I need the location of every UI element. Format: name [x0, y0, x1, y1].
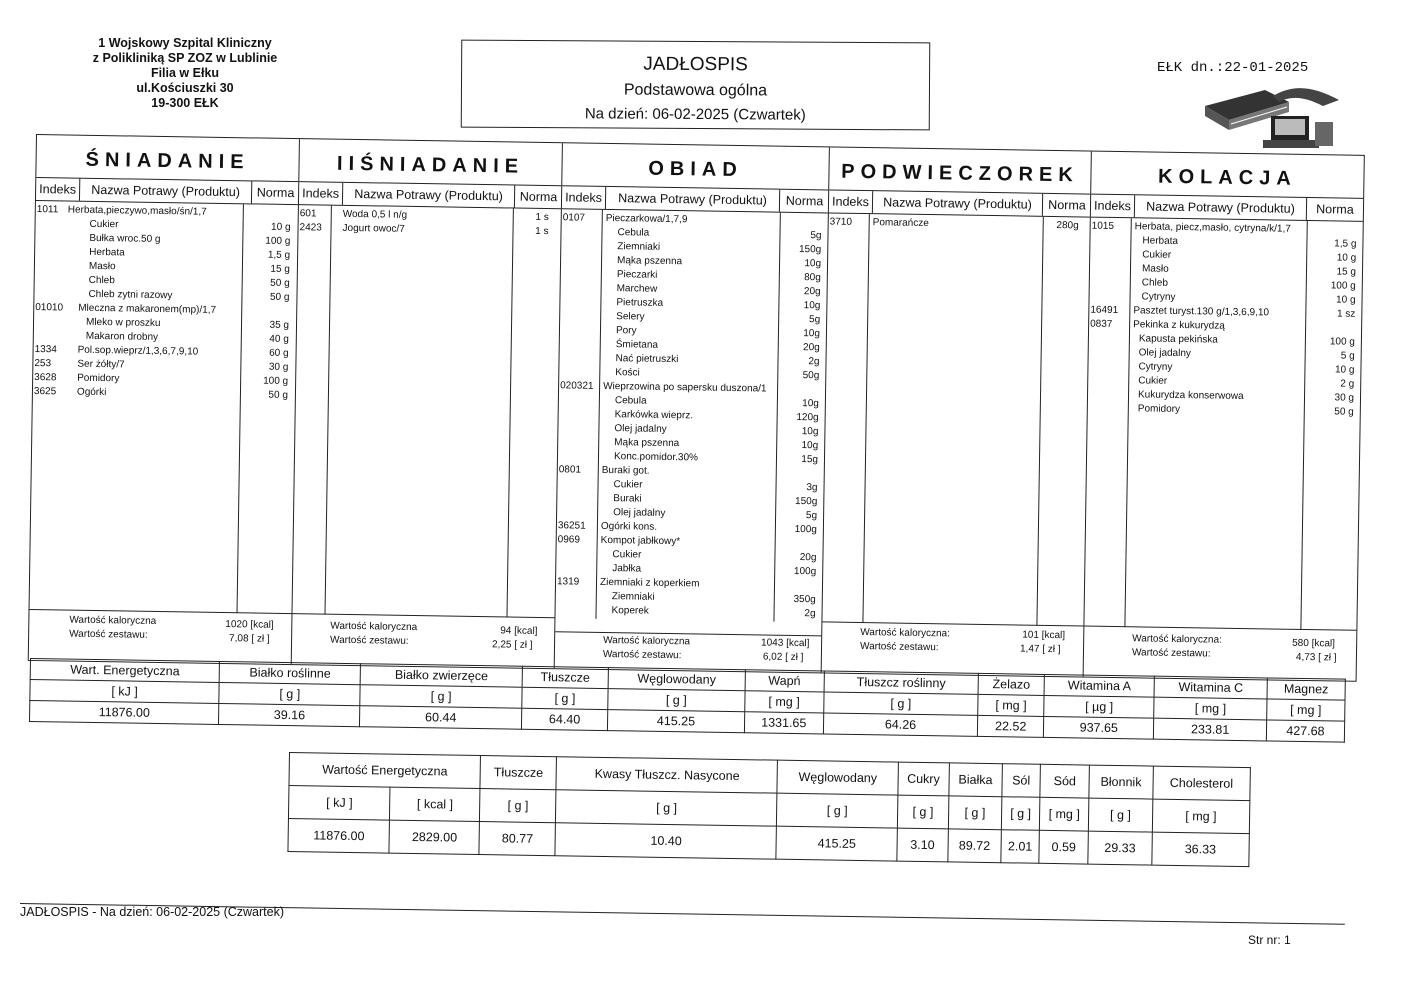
item-norm: 100 g: [263, 375, 289, 387]
item-norm: 1 sz: [1336, 308, 1356, 320]
item-norm: [244, 304, 289, 305]
meal-summary: [1084, 626, 1357, 681]
item-name: Karkówka wieprz.: [614, 409, 694, 422]
table-cell: 2.01: [1001, 830, 1040, 864]
kcal-label: Wartość kaloryczna:: [860, 627, 951, 640]
table-unit: [ kJ ]: [30, 680, 220, 704]
item-norm: 15g: [801, 454, 819, 466]
item-norm: 350g: [793, 593, 816, 606]
header-name: Nazwa Potrawy (Produktu): [873, 191, 1043, 216]
item-norm: 15 g: [1336, 266, 1357, 278]
item-index: 3625: [33, 386, 57, 398]
item-name: Mąka pszenna: [616, 255, 683, 268]
header-norm: Norma: [1048, 197, 1086, 213]
item-name: Woda 0,5 l n/g: [342, 208, 408, 221]
item-name: Pomidory: [77, 372, 120, 385]
nutrition-table-2: [287, 752, 1250, 867]
page-number: Str nr: 1: [1248, 933, 1291, 947]
item-name: Ser żółty/7: [77, 358, 125, 371]
item-norm: 50g: [802, 370, 820, 382]
item-norm: 35 g: [269, 319, 290, 331]
table-cell: 2829.00: [389, 820, 479, 854]
diet-name: Podstawowa ogólna: [623, 81, 768, 100]
table-unit: [ g ]: [1088, 798, 1152, 832]
table-cell: 64.26: [823, 713, 978, 736]
kcal-value: 580 [kcal]: [1292, 637, 1336, 650]
institution-block: [60, 36, 310, 111]
header-index: Indeks: [36, 178, 80, 201]
meal-breakfast: [29, 135, 300, 664]
table-header: Węglowodany: [608, 668, 745, 691]
item-name: Koperek: [611, 605, 649, 617]
item-name: Pekinka z kukurydzą: [1133, 319, 1225, 332]
institution-line: 1 Wojskowy Szpital Kliniczny: [98, 36, 272, 50]
table-unit: [ g ]: [777, 793, 898, 828]
table-cell: 415.25: [608, 710, 745, 733]
item-norm: 3g: [806, 482, 818, 494]
table-unit: [ kJ ]: [288, 786, 390, 821]
item-norm: 100 g: [1330, 280, 1356, 292]
item-name: Bułka wroc.50 g: [89, 232, 161, 245]
item-norm: 50 g: [1334, 406, 1354, 418]
column-divider: [862, 214, 869, 623]
item-norm: 5g: [805, 510, 818, 522]
item-name: Masło: [88, 260, 116, 273]
item-name: Cytryny: [1138, 361, 1173, 373]
meal-items: [822, 213, 1089, 626]
table-cell: 11876.00: [30, 701, 220, 725]
header-name: Nazwa Potrawy (Produktu): [606, 187, 780, 212]
item-name: Cukier: [1138, 375, 1168, 387]
item-norm: 150g: [798, 244, 822, 256]
item-name: Kompot jabłkowy*: [600, 534, 681, 548]
item-norm: 10 g: [271, 221, 291, 234]
menu-date: Na dzień: 06-02-2025 (Czwartek): [584, 105, 806, 124]
item-norm: 10g: [801, 426, 819, 438]
item-norm: 120g: [796, 411, 819, 424]
item-name: Cukier: [89, 218, 119, 231]
table-header: Białko roślinne: [219, 661, 360, 684]
item-norm: [246, 206, 291, 207]
item-name: Cukier: [1142, 249, 1172, 261]
item-norm: 100 g: [265, 235, 291, 248]
item-index: 0969: [557, 534, 581, 546]
header-norm: Norma: [519, 189, 558, 205]
meal-title: IIŚNIADANIE: [299, 139, 562, 186]
table-cell: 22.52: [977, 715, 1043, 737]
item-norm: 10g: [802, 398, 819, 410]
item-norm: 100g: [793, 565, 817, 578]
item-name: Herbata, piecz,masło, cytryna/k/1,7: [1134, 221, 1291, 235]
item-index: 1011: [36, 204, 59, 216]
item-index: 1319: [556, 576, 580, 588]
item-norm: 2g: [808, 356, 820, 368]
item-name: Cebula: [617, 227, 650, 239]
kcal-value: 1020 [kcal]: [225, 619, 274, 631]
item-norm: 50 g: [270, 277, 290, 290]
item-name: Herbata: [1142, 235, 1179, 247]
item-name: Ziemniaki: [617, 241, 661, 253]
item-name: Buraki: [613, 493, 642, 505]
item-norm: [771, 383, 819, 384]
item-name: Cebula: [614, 395, 647, 407]
table-unit: [ kcal ]: [390, 787, 480, 821]
table-unit: [ mg ]: [1040, 797, 1089, 831]
item-norm: 10g: [803, 300, 821, 312]
table-cell: 233.81: [1154, 718, 1267, 741]
item-norm: 1,5 g: [267, 249, 291, 262]
item-norm: [770, 467, 818, 468]
item-index: 601: [299, 208, 317, 220]
item-name: Pasztet turyst.130 g/1,3,6,9,10: [1133, 305, 1270, 319]
price-value: 1,47 [ zł ]: [1019, 643, 1061, 656]
kcal-value: 101 [kcal]: [1022, 629, 1066, 642]
price-label: Wartość zestawu:: [602, 648, 682, 662]
table-cell: 415.25: [776, 826, 897, 861]
item-norm: 1 s: [535, 225, 549, 238]
item-norm: 15 g: [270, 263, 290, 276]
item-name: Kości: [615, 367, 640, 379]
table-unit: [ mg ]: [1154, 697, 1267, 720]
list-item: [33, 385, 295, 403]
meal-summary: [822, 621, 1084, 676]
item-name: Olej jadalny: [614, 423, 667, 435]
item-index: 36251: [557, 520, 586, 532]
item-norm: 60 g: [269, 347, 289, 359]
table-cell: 11876.00: [288, 818, 390, 853]
item-name: Selery: [616, 311, 645, 323]
table-unit: [ g ]: [480, 789, 557, 823]
table-header: Witamina A: [1044, 674, 1154, 697]
item-name: Śmietana: [615, 339, 659, 351]
item-norm: 10 g: [1335, 294, 1356, 306]
header-name: Nazwa Potrawy (Produktu): [343, 183, 515, 208]
header-index: Indeks: [562, 186, 606, 209]
table-header: Witamina C: [1154, 676, 1267, 699]
table-unit: [ g ]: [1001, 797, 1040, 831]
kcal-label: Wartość kaloryczna: [69, 614, 157, 627]
table-cell: 60.44: [360, 706, 522, 730]
table-cell: 937.65: [1044, 716, 1154, 739]
item-norm: 50 g: [268, 389, 289, 401]
table-unit: [ mg ]: [744, 691, 824, 713]
header-index: Indeks: [1091, 195, 1135, 218]
item-norm: 5g: [810, 230, 822, 242]
item-norm: [769, 537, 817, 538]
price-label: Wartość zestawu:: [859, 641, 939, 654]
header-norm: Norma: [1316, 202, 1354, 217]
table-header: Wart. Energetyczna: [30, 659, 220, 683]
table-unit: [ g ]: [948, 796, 1002, 830]
table-header: Kwasy Tłuszcz. Nasycone: [556, 757, 778, 793]
table-header: Białka: [949, 763, 1003, 797]
item-norm: 5 g: [1340, 350, 1355, 362]
item-name: Olej jadalny: [613, 507, 666, 519]
column-divider: [506, 208, 513, 617]
meal-dinner: [1084, 152, 1364, 681]
table-cell: 10.40: [555, 823, 777, 859]
item-name: Buraki got.: [601, 464, 650, 477]
header-name: Nazwa Potrawy (Produktu): [80, 179, 252, 204]
book-computer-clipart-icon: [1203, 82, 1341, 154]
item-index: 2423: [299, 222, 322, 234]
header-norm: Norma: [256, 185, 295, 201]
price-value: 6,02 [ zł ]: [762, 651, 804, 664]
item-name: Chleb: [88, 274, 115, 287]
item-norm: 10g: [804, 258, 822, 270]
table-unit: [ g ]: [897, 795, 948, 829]
item-name: Nać pietruszki: [615, 353, 679, 366]
table-header: Węglowodany: [777, 760, 898, 795]
price-value: 2,25 [ zł ]: [491, 639, 533, 651]
item-norm: 10g: [803, 328, 821, 340]
table-header: Magnez: [1267, 678, 1345, 700]
item-norm: 20g: [803, 286, 821, 298]
item-index: 3628: [34, 372, 57, 384]
table-cell: 89.72: [948, 829, 1002, 863]
title-box: [461, 40, 931, 131]
item-name: Mleko w proszku: [85, 316, 161, 329]
item-name: Mleczna z makaronem(mp)/1,7: [78, 302, 217, 316]
item-index: 3710: [829, 216, 853, 228]
item-name: Herbata: [89, 246, 125, 259]
institution-line: Filia w Ełku: [150, 66, 220, 80]
item-index: 0837: [1090, 318, 1113, 330]
table-cell: 39.16: [219, 703, 360, 726]
item-name: Ziemniaki: [611, 591, 655, 603]
meal-afternoon-snack: [822, 147, 1092, 676]
item-norm: 1,5 g: [1334, 238, 1357, 250]
item-name: Makaron drobny: [85, 330, 159, 343]
menu-table: [28, 134, 1365, 682]
item-norm: [1307, 223, 1357, 224]
item-norm: 280g: [1056, 220, 1079, 232]
item-norm: 30 g: [268, 361, 289, 373]
table-cell: 1331.65: [744, 712, 824, 734]
table-header: Wapń: [745, 670, 825, 692]
meal-items: [1084, 218, 1362, 631]
item-name: Wieprzowina po sapersku duszona/1: [603, 380, 767, 395]
meal-title: OBIAD: [562, 143, 829, 190]
institution-line: z Polikliniką SP ZOZ w Lublinie: [92, 51, 278, 65]
table-header: Cholesterol: [1153, 766, 1251, 801]
item-norm: 40 g: [269, 333, 289, 345]
table-cell: 64.40: [521, 708, 608, 730]
table-cell: 36.33: [1152, 832, 1250, 867]
item-name: Konc.pomidor.30%: [613, 451, 699, 464]
column-divider: [324, 206, 331, 615]
table-header: Cukry: [898, 762, 949, 796]
meal-items: [292, 205, 560, 618]
column-divider: [1036, 217, 1043, 626]
item-name: Pol.sop.wieprz/1,3,6,7,9,10: [77, 344, 199, 358]
kcal-label: Wartość kaloryczna: [330, 620, 418, 634]
item-index: 1334: [34, 344, 57, 356]
meal-title: PODWIECZOREK: [829, 147, 1091, 194]
institution-line: ul.Kościuszki 30: [136, 81, 234, 95]
price-label: Wartość zestawu:: [69, 628, 148, 641]
table-unit: [ g ]: [608, 689, 745, 712]
item-name: Ziemniaki z koperkiem: [599, 576, 700, 590]
table-unit: [ g ]: [824, 692, 979, 715]
item-norm: 10 g: [1336, 252, 1357, 264]
item-norm: 20g: [799, 552, 817, 564]
item-name: Cukier: [613, 479, 643, 491]
item-norm: 10 g: [1334, 364, 1355, 376]
item-norm: 100g: [794, 523, 817, 536]
institution-line: 19-300 EŁK: [151, 96, 219, 110]
meal-summary: [29, 609, 292, 664]
item-norm: 1 s: [535, 211, 549, 224]
item-index: 01010: [35, 302, 64, 314]
table-cell: 29.33: [1088, 831, 1152, 865]
table-unit: [ mg ]: [1267, 699, 1345, 721]
item-name: Chleb zytni razowy: [88, 288, 173, 302]
kcal-value: 1043 [kcal]: [761, 637, 810, 650]
item-name: Pory: [615, 325, 637, 337]
item-norm: 30 g: [1334, 392, 1355, 404]
item-index: 1015: [1091, 220, 1115, 232]
item-index: 020321: [560, 380, 594, 392]
item-norm: [768, 579, 816, 580]
item-name: Chleb: [1141, 277, 1169, 289]
table-unit: [ g ]: [522, 687, 609, 709]
table-header: Błonnik: [1089, 765, 1153, 799]
item-name: Mąka pszenna: [614, 437, 680, 450]
table-unit: [ g ]: [219, 682, 360, 705]
meal-items: [555, 209, 827, 622]
table-cell: 427.68: [1266, 720, 1344, 742]
item-norm: 80g: [804, 272, 821, 284]
list-item: [298, 221, 560, 239]
table-header: Tłuszcze: [522, 666, 609, 688]
table-header: Białko zwierzęce: [361, 664, 523, 688]
table-unit: [ mg ]: [978, 694, 1044, 716]
item-norm: 5g: [808, 314, 821, 326]
header-name: Nazwa Potrawy (Produktu): [1135, 195, 1307, 220]
item-index: 0107: [562, 212, 586, 224]
item-norm: 2 g: [1340, 378, 1355, 390]
item-name: Cukier: [612, 549, 642, 561]
item-norm: [774, 215, 822, 216]
item-index: 253: [34, 358, 52, 370]
table-cell: 3.10: [897, 828, 948, 862]
table-unit: [ mg ]: [1152, 799, 1250, 834]
footer-text: JADŁOSPIS - Na dzień: 06-02-2025 (Czwartek): [20, 905, 284, 919]
item-norm: 2g: [804, 608, 816, 620]
table-cell: 80.77: [479, 822, 556, 856]
item-name: Kukurydza konserwowa: [1137, 389, 1244, 403]
item-index: 0801: [558, 464, 582, 476]
price-label: Wartość zestawu:: [1131, 647, 1211, 660]
item-name: Pomidory: [1137, 403, 1181, 416]
table-unit: [ g ]: [360, 685, 522, 709]
item-name: Jabłka: [612, 563, 642, 575]
kcal-value: 94 [kcal]: [500, 625, 538, 637]
table-header: Żelazo: [978, 673, 1044, 695]
table-header: Sód: [1040, 764, 1089, 798]
kcal-label: Wartość kaloryczna: [603, 634, 691, 648]
place-date: EŁK dn.:22-01-2025: [1157, 60, 1309, 76]
meal-summary: [292, 613, 555, 668]
header-index: Indeks: [299, 182, 343, 205]
item-name: Pomarańcze: [872, 217, 929, 230]
header-norm: Norma: [785, 193, 824, 209]
table-header: Wartość Energetyczna: [289, 753, 481, 789]
meal-items: [30, 201, 298, 614]
meal-lunch: [555, 143, 830, 672]
item-name: Herbata,pieczywo,masło/śn/1,7: [67, 204, 207, 218]
item-name: Olej jadalny: [1138, 347, 1192, 360]
meal-title: ŚNIADANIE: [36, 135, 299, 182]
item-norm: 150g: [794, 495, 818, 508]
item-name: Pieczarkowa/1,7,9: [605, 212, 688, 226]
item-name: Pieczarki: [616, 269, 658, 281]
item-name: Cytryny: [1141, 291, 1176, 303]
price-label: Wartość zestawu:: [329, 634, 409, 647]
header-index: Indeks: [829, 190, 873, 213]
meal-title: KOLACJA: [1091, 152, 1364, 199]
item-norm: 20g: [802, 342, 820, 354]
item-index: 16491: [1090, 304, 1119, 317]
table-header: Sól: [1002, 764, 1041, 798]
item-norm: 10g: [801, 440, 819, 452]
item-norm: [1305, 321, 1355, 322]
price-value: 4,73 [ zł ]: [1295, 651, 1337, 664]
table-cell: 0.59: [1039, 830, 1088, 864]
table-unit: [ µg ]: [1044, 695, 1154, 718]
meal-second-breakfast: [292, 139, 563, 668]
item-name: Masło: [1141, 263, 1169, 275]
item-name: Ogórki: [76, 386, 107, 399]
price-value: 7,08 [ zł ]: [229, 633, 270, 645]
item-name: Kapusta pekińska: [1138, 333, 1218, 346]
item-name: Pietruszka: [616, 297, 664, 309]
kcal-label: Wartość kaloryczna:: [1132, 633, 1222, 646]
table-unit: [ g ]: [556, 790, 778, 826]
page-title: JADŁOSPIS: [643, 53, 748, 76]
table-header: Tłuszcze: [480, 756, 557, 790]
table-header: Tłuszcz roślinny: [824, 671, 979, 694]
item-norm: 50 g: [269, 291, 290, 304]
item-name: Marchew: [616, 283, 658, 295]
item-name: Ogórki kons.: [600, 520, 658, 533]
item-norm: 100 g: [1329, 336, 1355, 348]
item-name: Jogurt owoc/7: [342, 222, 405, 235]
